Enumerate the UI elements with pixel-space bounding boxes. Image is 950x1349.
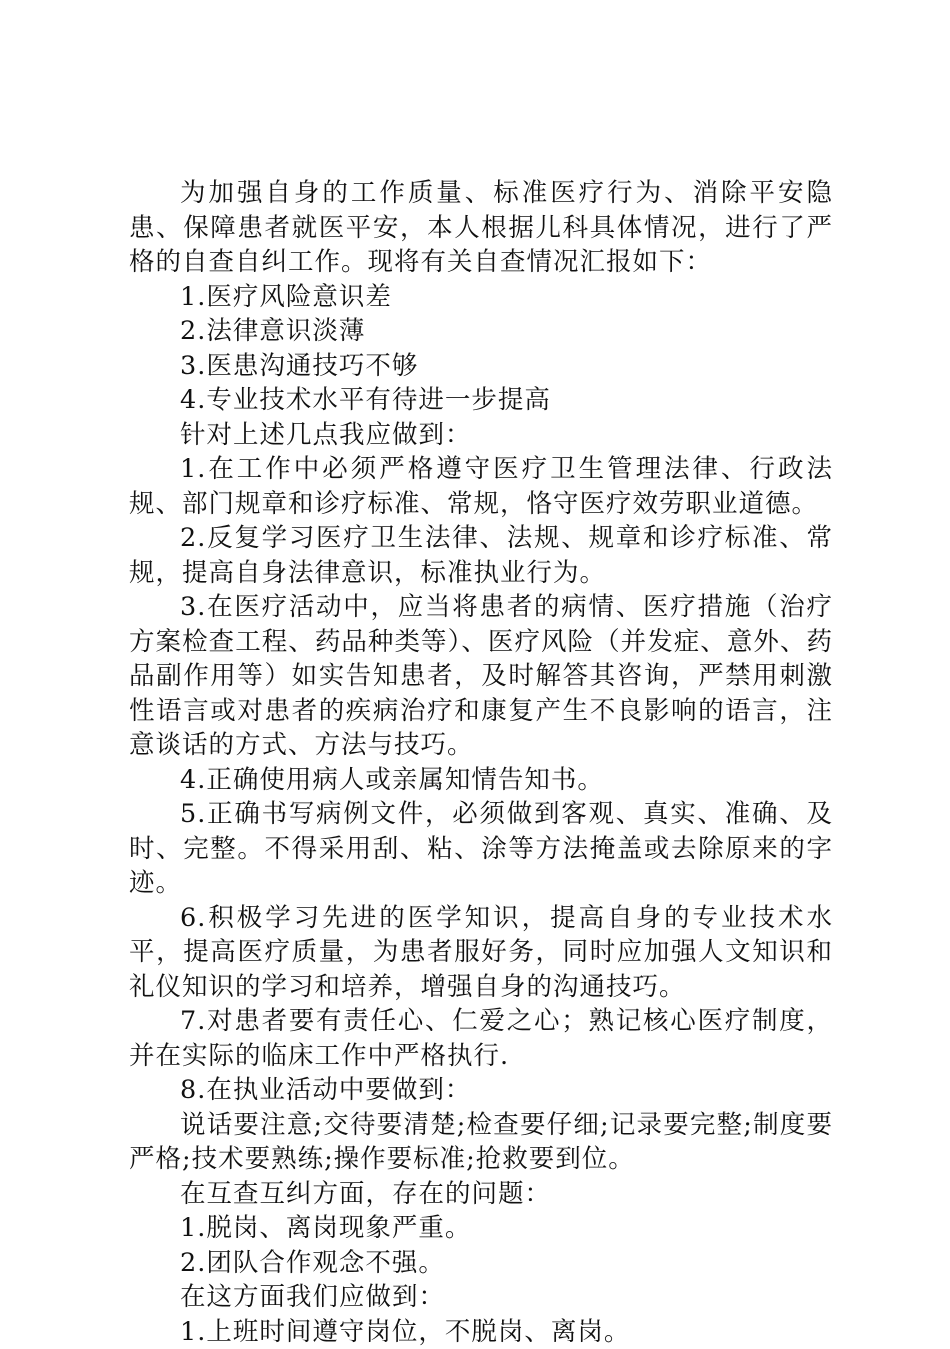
measure-item-1: 1.在工作中必须严格遵守医疗卫生管理法律、行政法规、部门规章和诊疗标准、常规，恪守医疗效劳职业道德。 xyxy=(129,452,833,521)
response-heading: 在这方面我们应做到： xyxy=(129,1280,833,1315)
document-body xyxy=(129,176,833,1349)
issue-item-2: 2.法律意识淡薄 xyxy=(129,314,833,349)
problem-item-2: 2.团队合作观念不强。 xyxy=(129,1246,833,1281)
issue-item-4: 4.专业技术水平有待进一步提高 xyxy=(129,383,833,418)
issue-item-1: 1.医疗风险意识差 xyxy=(129,280,833,315)
measure-item-8: 8.在执业活动中要做到： xyxy=(129,1073,833,1108)
measure-item-6: 6.积极学习先进的医学知识，提高自身的专业技术水平，提高医疗质量，为患者服好务，同时应加强人文知识和礼仪知识的学习和培养，增强自身的沟通技巧。 xyxy=(129,901,833,1005)
measures-heading: 针对上述几点我应做到： xyxy=(129,418,833,453)
problem-item-1: 1.脱岗、离岗现象严重。 xyxy=(129,1211,833,1246)
measure-item-5: 5.正确书写病例文件，必须做到客观、真实、准确、及时、完整。不得采用刮、粘、涂等方法掩盖或去除原来的字迹。 xyxy=(129,797,833,901)
issue-item-3: 3.医患沟通技巧不够 xyxy=(129,349,833,384)
mutual-check-heading: 在互查互纠方面，存在的问题： xyxy=(129,1177,833,1212)
intro-paragraph: 为加强自身的工作质量、标准医疗行为、消除平安隐患、保障患者就医平安，本人根据儿科具体情况，进行了严格的自查自纠工作。现将有关自查情况汇报如下： xyxy=(129,176,833,280)
measure-item-2: 2.反复学习医疗卫生法律、法规、规章和诊疗标准、常规，提高自身法律意识，标准执业行为。 xyxy=(129,521,833,590)
measure-item-3: 3.在医疗活动中，应当将患者的病情、医疗措施（治疗方案检查工程、药品种类等）、医疗风险（并发症、意外、药品副作用等）如实告知患者，及时解答其咨询，严禁用刺激性语言或对患者的疾病治疗和康复产生不良影响的语言，注意谈话的方式、方法与技巧。 xyxy=(129,590,833,763)
measure-item-7: 7.对患者要有责任心、仁爱之心；熟记核心医疗制度，并在实际的临床工作中严格执行. xyxy=(129,1004,833,1073)
measure-item-4: 4.正确使用病人或亲属知情告知书。 xyxy=(129,763,833,798)
response-item-1: 1.上班时间遵守岗位，不脱岗、离岗。 xyxy=(129,1315,833,1349)
measure-item-8-detail: 说话要注意;交待要清楚;检查要仔细;记录要完整;制度要严格;技术要熟练;操作要标准;抢救要到位。 xyxy=(129,1108,833,1177)
